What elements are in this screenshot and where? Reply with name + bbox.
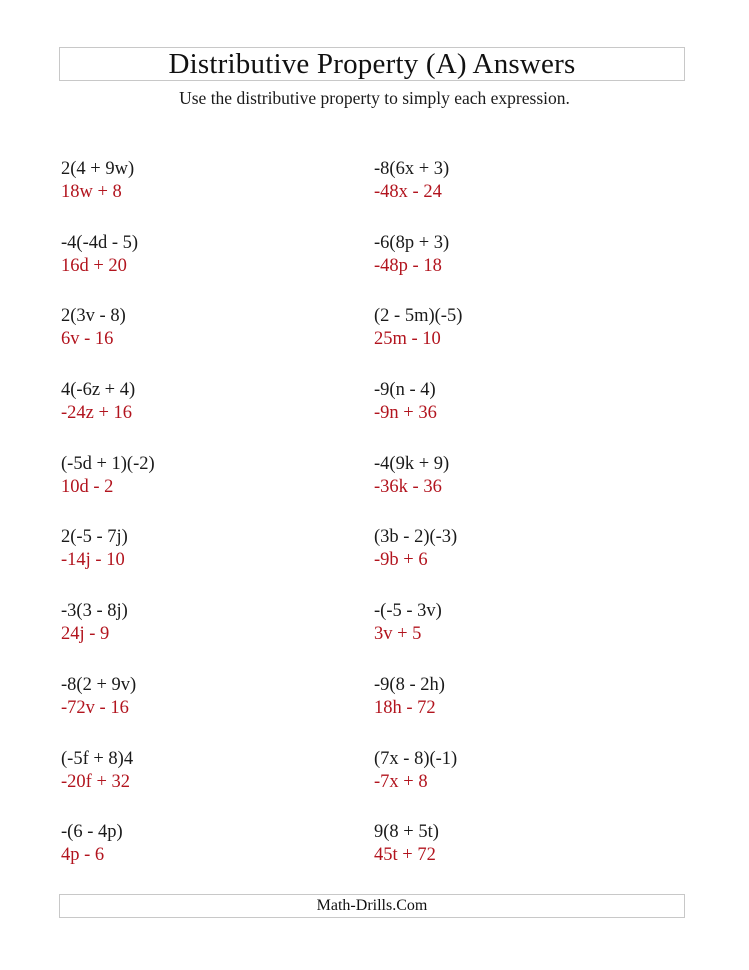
answer: -7x + 8 [374, 771, 428, 792]
answer: -72v - 16 [61, 697, 129, 718]
title-box [59, 47, 685, 81]
problem-item [61, 232, 155, 306]
expression: (7x - 8)(-1) [374, 748, 458, 769]
problem-item [374, 674, 462, 748]
answer: 45t + 72 [374, 845, 436, 866]
footer-box [59, 894, 685, 918]
answer: -24z + 16 [61, 403, 133, 424]
answer: 10d - 2 [61, 476, 114, 497]
expression: -3(3 - 8j) [61, 601, 128, 622]
answer: 3v + 5 [374, 624, 422, 645]
problem-item [374, 453, 462, 527]
problem-item [61, 821, 155, 895]
expression: -9(8 - 2h) [374, 674, 445, 695]
problem-item [374, 232, 462, 306]
problem-item [374, 526, 462, 600]
problem-column-left [61, 158, 155, 895]
problem-item [61, 674, 155, 748]
problem-item [61, 158, 155, 232]
expression: (-5d + 1)(-2) [61, 453, 155, 474]
expression: 2(4 + 9w) [61, 159, 135, 179]
answer: 6v - 16 [61, 329, 114, 350]
page-title: Distributive Property (A) Answers [168, 47, 576, 80]
answer: -48x - 24 [374, 182, 442, 202]
answer: 24j - 9 [61, 624, 110, 645]
problem-column-right [374, 158, 462, 895]
expression: -6(8p + 3) [374, 232, 450, 253]
problem-item [374, 379, 462, 453]
problem-item [61, 600, 155, 674]
expression: (2 - 5m)(-5) [374, 306, 463, 327]
answer: 16d + 20 [61, 255, 127, 276]
problem-item [374, 748, 462, 822]
expression: -(-5 - 3v) [374, 601, 442, 622]
expression: -4(-4d - 5) [61, 232, 139, 253]
expression: 9(8 + 5t) [374, 822, 439, 843]
expression: (3b - 2)(-3) [374, 527, 458, 548]
problem-item [61, 748, 155, 822]
footer-brand: Math-Drills.Com [316, 897, 428, 914]
expression: 4(-6z + 4) [61, 380, 136, 401]
answer: -9n + 36 [374, 403, 437, 424]
problem-item [61, 453, 155, 527]
problem-item [61, 305, 155, 379]
problem-item [374, 305, 462, 379]
problem-item [61, 379, 155, 453]
problem-item [374, 600, 462, 674]
expression: -8(2 + 9v) [61, 674, 137, 695]
expression: (-5f + 8)4 [61, 748, 134, 769]
answer: -36k - 36 [374, 476, 442, 497]
expression: 2(-5 - 7j) [61, 527, 128, 548]
problem-item [374, 821, 462, 895]
answer: -20f + 32 [61, 771, 131, 792]
instructions: Use the distributive property to simply each expression. [179, 88, 570, 108]
answer: -14j - 10 [61, 550, 125, 571]
answer: 25m - 10 [374, 329, 441, 350]
answer: 4p - 6 [61, 845, 105, 866]
expression: -9(n - 4) [374, 380, 436, 401]
expression: -8(6x + 3) [374, 159, 450, 179]
expression: -4(9k + 9) [374, 453, 450, 474]
expression: -(6 - 4p) [61, 822, 123, 843]
problem-item [61, 526, 155, 600]
answer: 18w + 8 [61, 182, 122, 202]
answer: -48p - 18 [374, 255, 442, 276]
answer: -9b + 6 [374, 550, 428, 571]
problem-item [374, 158, 462, 232]
answer: 18h - 72 [374, 697, 436, 718]
expression: 2(3v - 8) [61, 306, 126, 327]
